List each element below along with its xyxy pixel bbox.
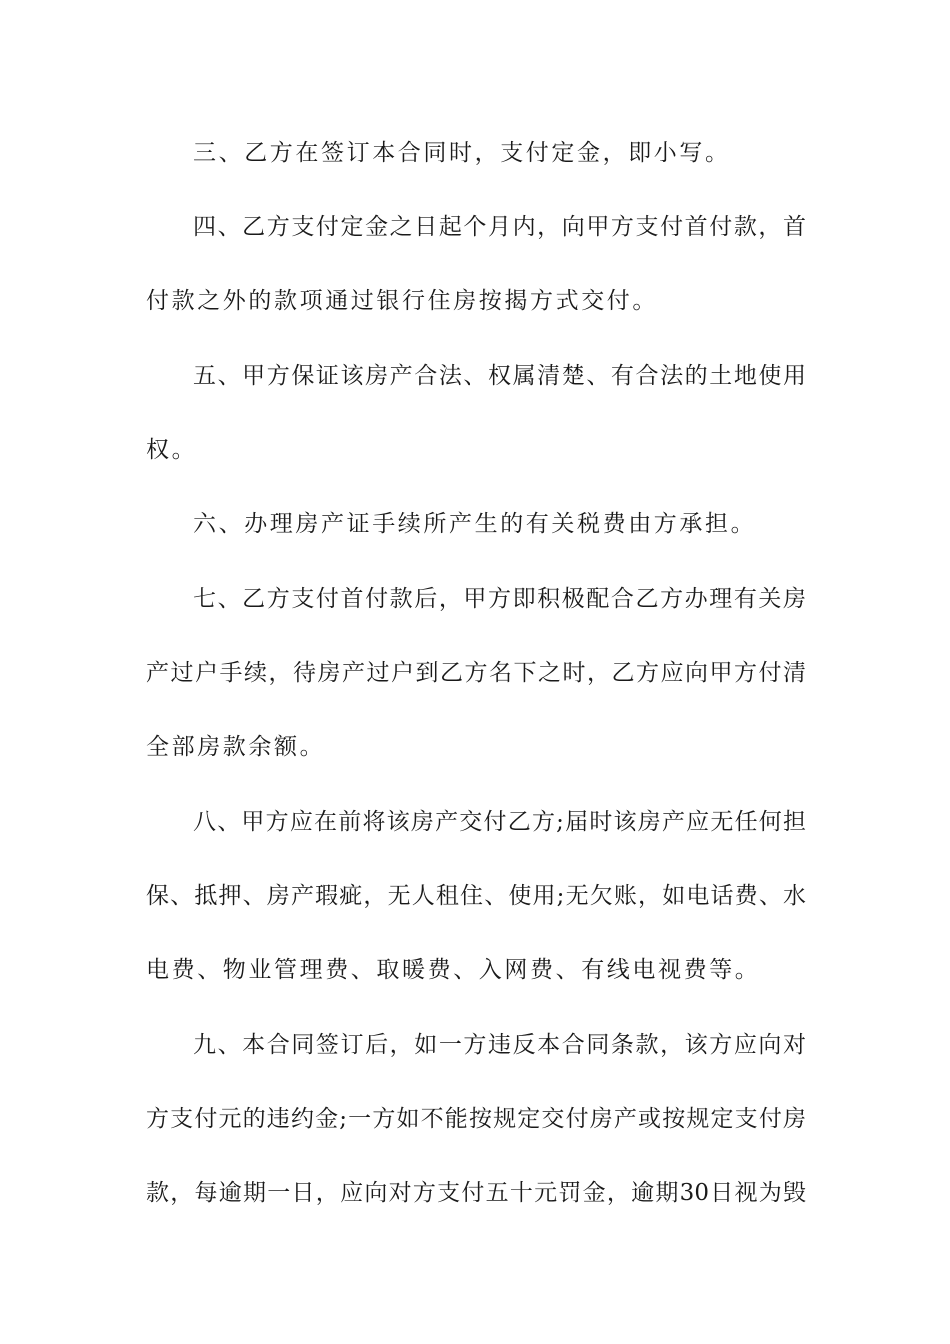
clause-6-line-1: 六、办理房产证手续所产生的有关税费由方承担。 <box>193 511 757 537</box>
clause-7-line-3: 全部房款余额。 <box>146 734 326 760</box>
clause-3-line-1: 三、乙方在签订本合同时，支付定金，即小写。 <box>193 140 731 166</box>
clause-7-line-2: 产过户手续，待房产过户到乙方名下之时，乙方应向甲方付清 <box>146 660 806 686</box>
clause-8-line-2: 保、抵押、房产瑕疵，无人租住、使用;无欠账，如电话费、水 <box>146 883 806 909</box>
clause-9-line-2: 方支付元的违约金;一方如不能按规定交付房产或按规定支付房 <box>146 1106 806 1132</box>
clause-7-line-1: 七、乙方支付首付款后，甲方即积极配合乙方办理有关房 <box>193 586 806 612</box>
clause-8-line-3: 电费、物业管理费、取暖费、入网费、有线电视费等。 <box>146 957 761 983</box>
clause-4-line-2: 付款之外的款项通过银行住房按揭方式交付。 <box>146 288 658 314</box>
clause-4-line-1: 四、乙方支付定金之日起个月内，向甲方支付首付款，首 <box>193 214 806 240</box>
clause-5-line-2: 权。 <box>146 437 198 463</box>
clause-8-line-1: 八、甲方应在前将该房产交付乙方;届时该房产应无任何担 <box>193 809 806 835</box>
clause-9-line-1: 九、本合同签订后，如一方违反本合同条款，该方应向对 <box>193 1032 806 1058</box>
clause-9-line-3: 款，每逾期一日，应向对方支付五十元罚金，逾期30日视为毁 <box>146 1180 806 1206</box>
clause-5-line-1: 五、甲方保证该房产合法、权属清楚、有合法的土地使用 <box>193 363 806 389</box>
